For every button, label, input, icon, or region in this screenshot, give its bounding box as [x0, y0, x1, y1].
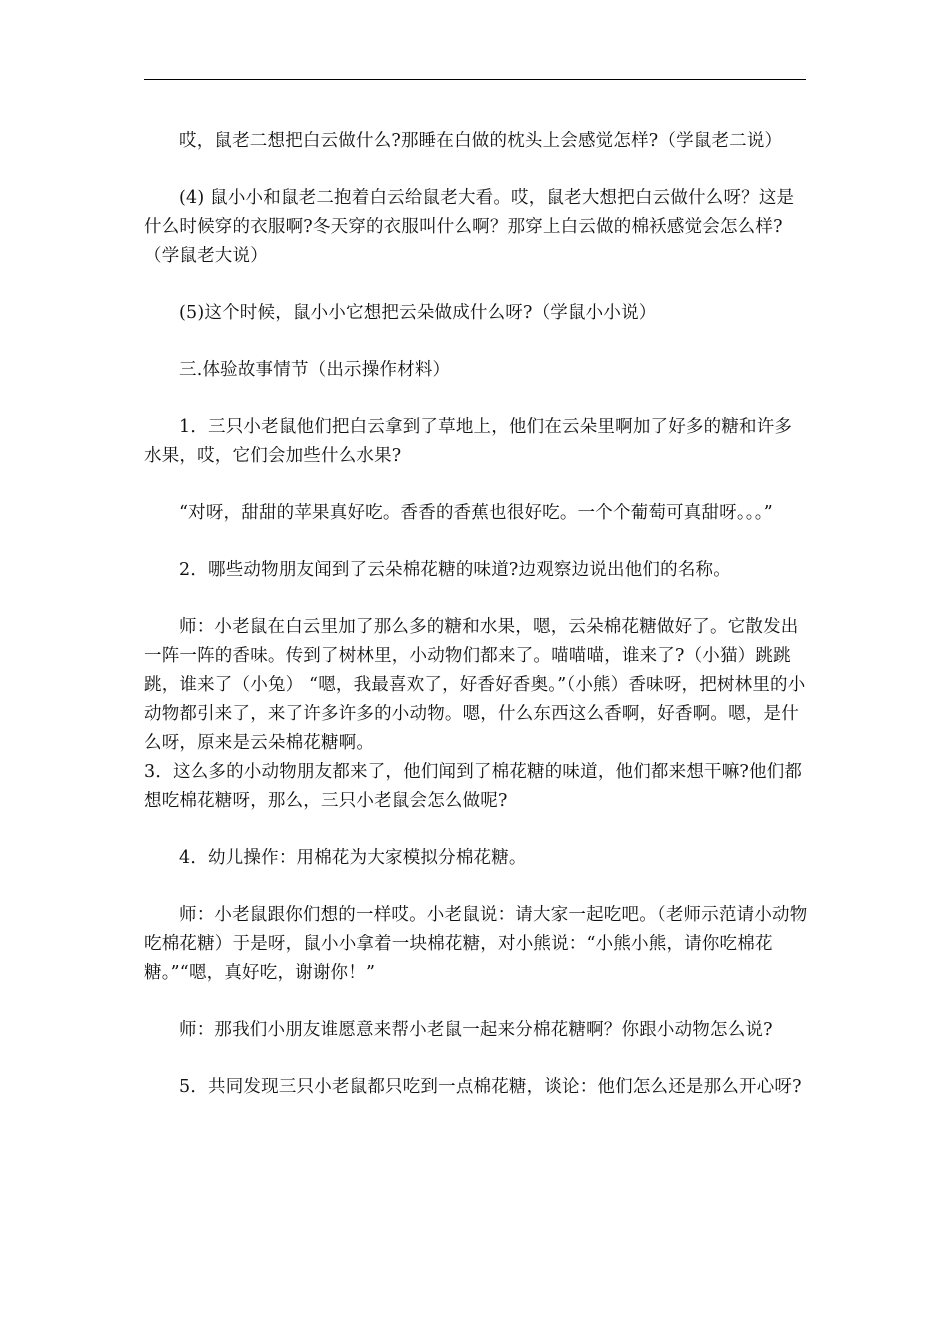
paragraph: 师：小老鼠在白云里加了那么多的糖和水果，嗯，云朵棉花糖做好了。它散发出一阵一阵的香味。传到了树林里，小动物们都来了。喵喵喵，谁来了?（小猫）跳跳跳，谁来了（小兔） “嗯，我最喜欢了，好香好香奥。”（小熊）香味呀，把树林里的小动物都引来了，来了许多许多的小动物。嗯，什么东西这么香啊，好香啊。嗯，是什么呀，原来是云朵棉花糖啊。 — [144, 617, 806, 753]
header-rule — [144, 79, 806, 80]
paragraph: (5)这个时候，鼠小小它想把云朵做成什么呀?（学鼠小小说） — [179, 303, 657, 323]
document-body — [144, 127, 808, 1130]
paragraph: 5．共同发现三只小老鼠都只吃到一点棉花糖，谈论：他们怎么还是那么开心呀? — [179, 1077, 802, 1097]
paragraph: (4) 鼠小小和鼠老二抱着白云给鼠老大看。哎，鼠老大想把白云做什么呀？这是什么时候穿的衣服啊?冬天穿的衣服叫什么啊？那穿上白云做的棉袄感觉会怎么样?（学鼠老大说） — [144, 188, 795, 266]
paragraph: 师：那我们小朋友谁愿意来帮小老鼠一起来分棉花糖啊？你跟小动物怎么说? — [179, 1020, 773, 1040]
paragraph: 4．幼儿操作：用棉花为大家模拟分棉花糖。 — [179, 848, 527, 868]
paragraph: 3．这么多的小动物朋友都来了，他们闻到了棉花糖的味道，他们都来想干嘛?他们都想吃棉花糖呀，那么，三只小老鼠会怎么做呢? — [144, 762, 803, 811]
paragraph: 哎，鼠老二想把白云做什么?那睡在白做的枕头上会感觉怎样?（学鼠老二说） — [179, 131, 783, 151]
section-heading: 三.体验故事情节（出示操作材料） — [179, 360, 451, 380]
paragraph: 2．哪些动物朋友闻到了云朵棉花糖的味道?边观察边说出他们的名称。 — [179, 560, 731, 580]
paragraph: 师：小老鼠跟你们想的一样哎。小老鼠说：请大家一起吃吧。（老师示范请小动物吃棉花糖）于是呀，鼠小小拿着一块棉花糖，对小熊说：“小熊小熊，请你吃棉花糖。”“嗯，真好吃，谢谢你！” — [144, 905, 808, 983]
paragraph: 1．三只小老鼠他们把白云拿到了草地上，他们在云朵里啊加了好多的糖和许多水果，哎，它们会加些什么水果? — [144, 417, 793, 466]
paragraph: “对呀，甜甜的苹果真好吃。香香的香蕉也很好吃。一个个葡萄可真甜呀。。。” — [179, 503, 773, 523]
